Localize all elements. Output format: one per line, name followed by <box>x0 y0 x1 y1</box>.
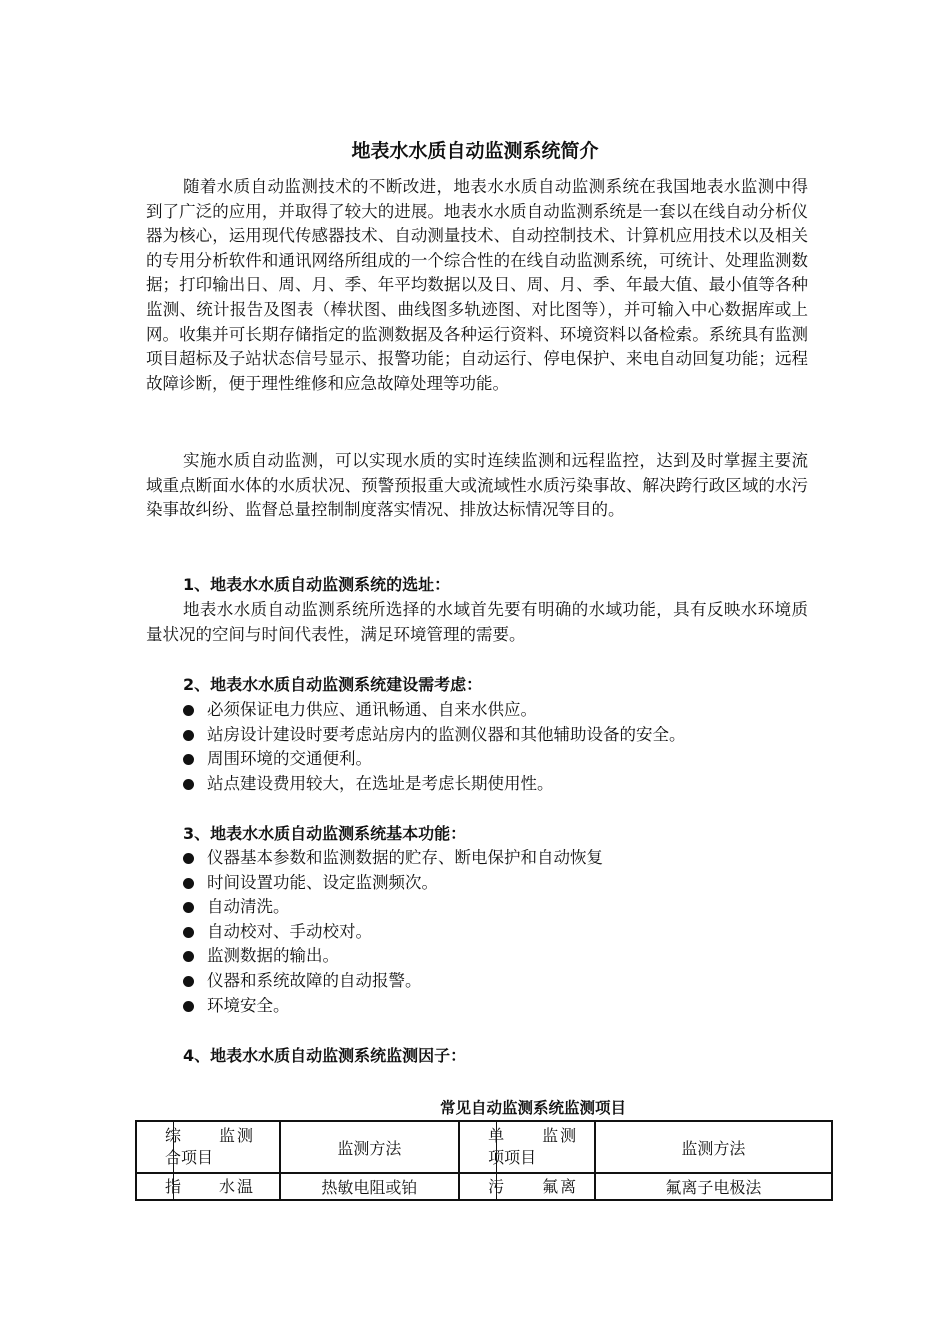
table-header-cell: 监测方法 <box>280 1121 459 1173</box>
purpose-paragraph: 实施水质自动监测，可以实现水质的实时连续监测和远程监控，达到及时掌握主要流域重点断面水体的水质状况、预警预报重大或流域性水质污染事故、解决跨行政区域的水污染事故纠纷、监督总量控制制度落实情况、排放达标情况等目的。 <box>146 451 808 520</box>
list-item: 自动清洗。 <box>183 895 603 920</box>
table-caption: 常见自动监测系统监测项目 <box>440 1099 627 1117</box>
bullet-icon <box>183 902 194 913</box>
list-item: 环境安全。 <box>183 994 603 1019</box>
bullet-icon <box>183 976 194 987</box>
section-1-text: 地表水水质自动监测系统所选择的水域首先要有明确的水域功能，具有反映水环境质量状况的空间与时间代表性，满足环境管理的需要。 <box>146 600 808 644</box>
list-item: 监测数据的输出。 <box>183 944 603 969</box>
table-header-cell: 单 监测 项项目 <box>459 1121 595 1173</box>
list-item: 站点建设费用较大，在选址是考虑长期使用性。 <box>183 772 686 797</box>
table-cell: 污 氟离 <box>459 1173 595 1200</box>
bullet-icon <box>183 1001 194 1012</box>
bullet-icon <box>183 927 194 938</box>
list-item: 仪器基本参数和监测数据的贮存、断电保护和自动恢复 <box>183 846 603 871</box>
list-item: 仪器和系统故障的自动报警。 <box>183 969 603 994</box>
table-cell: 热敏电阻或铂 <box>280 1173 459 1200</box>
section-1-heading: 1、地表水水质自动监测系统的选址： <box>183 575 451 594</box>
bullet-icon <box>183 779 194 790</box>
list-item: 自动校对、手动校对。 <box>183 920 603 945</box>
list-item: 必须保证电力供应、通讯畅通、自来水供应。 <box>183 698 686 723</box>
intro-paragraph: 随着水质自动监测技术的不断改进，地表水水质自动监测系统在我国地表水监测中得到了广泛的应用，并取得了较大的进展。地表水水质自动监测系统是一套以在线自动分析仪器为核心，运用现代传感器技术、自动测量技术、自动控制技术、计算机应用技术以及相关的专用分析软件和通讯网络所组成的一个综合性的在线自动监测系统，可统计、处理监测数据；打印输出日、周、月、季、年平均数据以及日、周、月、季、年最大值、最小值等各种监测、统计报告及图表（棒状图、曲线图多轨迹图、对比图等），并可输入中心数据库或上网。收集并可长期存储指定的监测数据及各种运行资料、环境资料以备检索。系统具有监测项目超标及子站状态信号显示、报警功能；自动运行、停电保护、来电自动回复功能；远程故障诊断，便于理性维修和应急故障处理等功能。 <box>146 177 808 393</box>
document-title: 地表水水质自动监测系统简介 <box>351 140 599 162</box>
list-item: 站房设计建设时要考虑站房内的监测仪器和其他辅助设备的安全。 <box>183 723 686 748</box>
bullet-icon <box>183 853 194 864</box>
bullet-icon <box>183 878 194 889</box>
table-header-cell: 综 监测 合项目 <box>136 1121 280 1173</box>
section-2-heading: 2、地表水水质自动监测系统建设需考虑： <box>183 675 483 694</box>
basic-functions-list <box>183 846 603 1018</box>
table-header-row <box>136 1121 832 1173</box>
table-row <box>136 1173 832 1200</box>
bullet-icon <box>183 754 194 765</box>
section-4-heading: 4、地表水水质自动监测系统监测因子： <box>183 1046 467 1065</box>
table-cell: 指 水温 <box>136 1173 280 1200</box>
bullet-icon <box>183 951 194 962</box>
table-header-cell: 监测方法 <box>595 1121 832 1173</box>
section-3-heading: 3、地表水水质自动监测系统基本功能： <box>183 824 467 843</box>
bullet-icon <box>183 730 194 741</box>
bullet-icon <box>183 705 194 716</box>
table-cell: 氟离子电极法 <box>595 1173 832 1200</box>
list-item: 时间设置功能、设定监测频次。 <box>183 871 603 896</box>
list-item: 周围环境的交通便利。 <box>183 747 686 772</box>
monitoring-items-table <box>135 1120 833 1201</box>
construction-considerations-list <box>183 698 686 796</box>
